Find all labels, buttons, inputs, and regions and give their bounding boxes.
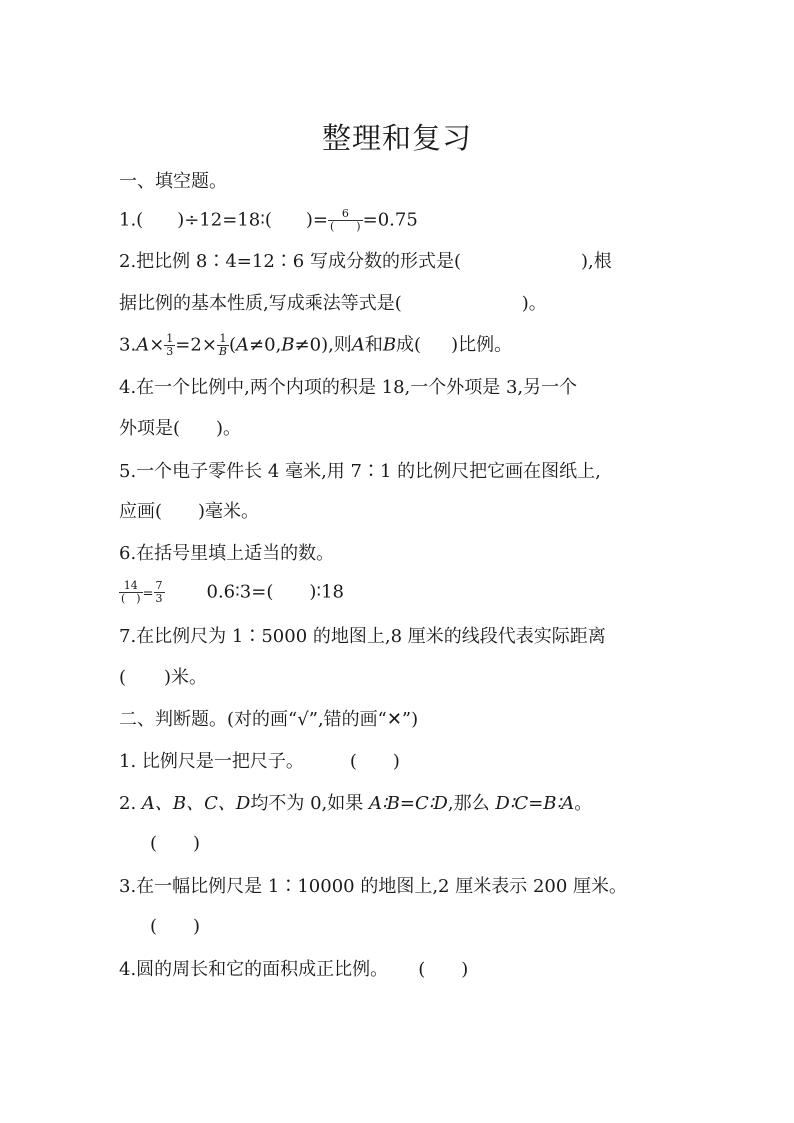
question-4-line-1: 4.在一个比例中,两个内项的积是 18,一个外项是 3,另一个	[119, 377, 578, 398]
judge-1: 1. 比例尺是一把尺子。 ( )	[119, 751, 400, 772]
fraction: $\frac{6}{( )}$	[330, 207, 361, 233]
answer-paren[interactable]: ( )	[150, 916, 201, 937]
judge-3: 3.在一幅比例尺是 1∶10000 的地图上,2 厘米表示 200 厘米。	[119, 876, 628, 897]
answer-paren[interactable]: ( )	[150, 833, 201, 854]
question-3: 3.A× $\frac{1}{3}$ =2× $\frac{1}{B}$ (A≠0,B≠0),则A和B成( )比例。	[119, 332, 513, 358]
question-5-line-1: 5.一个电子零件长 4 毫米,用 7∶1 的比例尺把它画在图纸上,	[119, 461, 601, 482]
answer-paren[interactable]: ( )	[418, 959, 469, 980]
section-fill-heading: 一、填空题。	[119, 171, 227, 192]
question-2-line-1: 2.把比例 8∶4=12∶6 写成分数的形式是( ),根	[119, 251, 612, 272]
question-6-line-2: $\frac{14}{( )}$ = $\frac{7}{3}$ 0.6∶3=( )∶18	[121, 579, 344, 605]
answer-paren[interactable]: ( )	[349, 751, 400, 772]
page-title: 整理和复习	[321, 121, 472, 155]
question-6-line-1: 6.在括号里填上适当的数。	[119, 543, 335, 564]
question-1: 1.( )÷12=18∶( )= $\frac{6}{( )}$ =0.75	[119, 207, 418, 233]
question-7-line-2: ( )米。	[119, 667, 208, 688]
judge-2: 2. A、B、C、D均不为 0,如果 A∶B=C∶D,那么 D∶C=B∶A。	[119, 793, 593, 814]
question-7-line-1: 7.在比例尺为 1∶5000 的地图上,8 厘米的线段代表实际距离	[119, 626, 606, 647]
judge-4: 4.圆的周长和它的面积成正比例。 ( )	[119, 959, 469, 980]
question-5-line-2: 应画( )毫米。	[119, 501, 260, 522]
section-judge-heading: 二、判断题。(对的画“√”,错的画“✕”)	[119, 709, 419, 730]
question-2-line-2: 据比例的基本性质,写成乘法等式是( )。	[119, 293, 547, 314]
question-4-line-2: 外项是( )。	[119, 418, 242, 439]
